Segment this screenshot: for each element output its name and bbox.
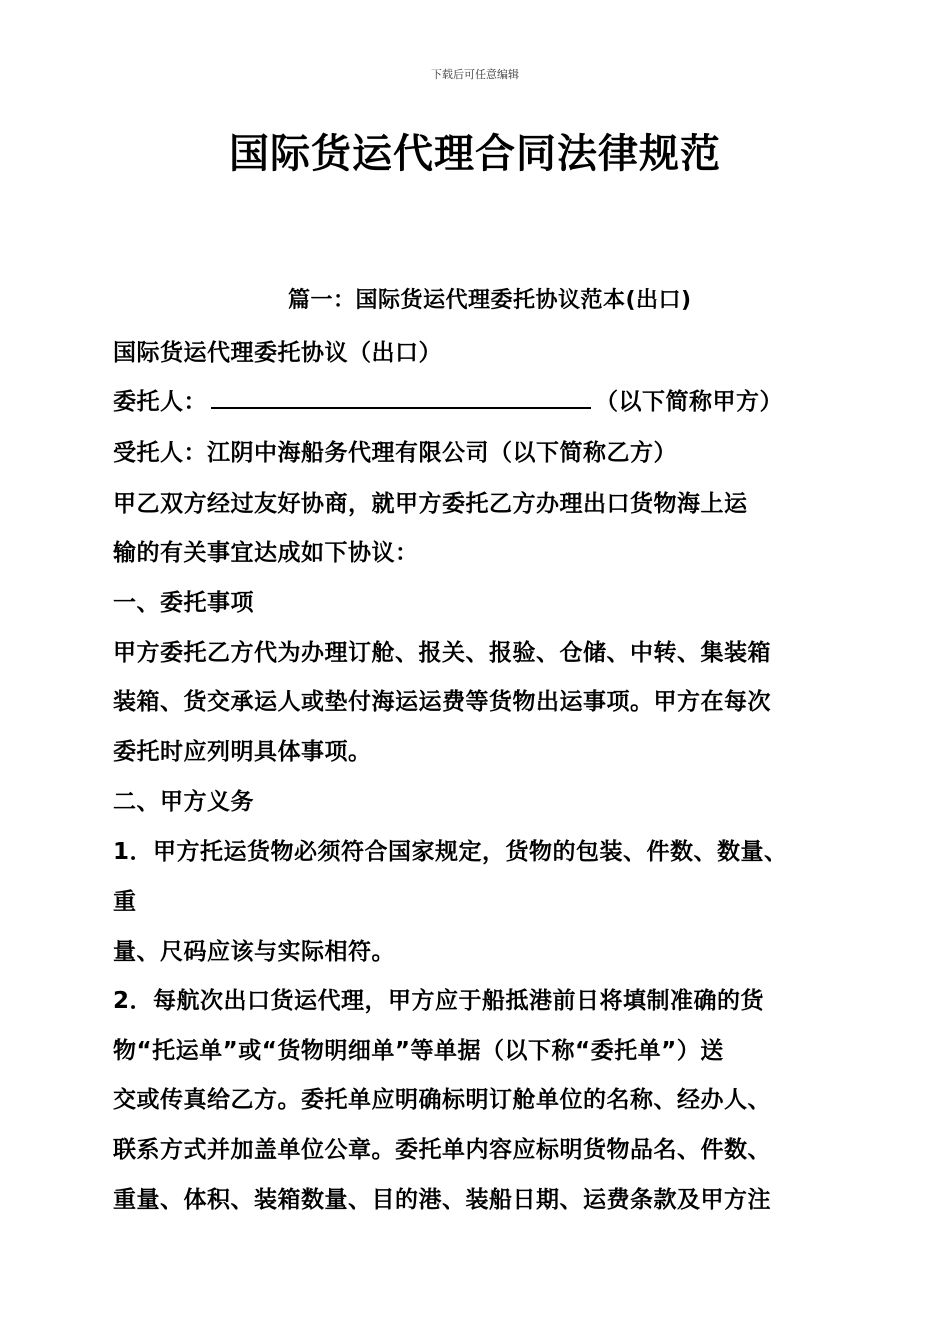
paragraph-line: 装箱、货交承运人或垫付海运运费等货物出运事项。甲方在每次 (113, 689, 771, 715)
paragraph-line: 联系方式并加盖单位公章。委托单内容应标明货物品名、件数、 (113, 1137, 771, 1163)
section-title: 二、甲方义务 (113, 789, 254, 815)
section-heading: 篇一：国际货运代理委托协议范本(出口) (288, 288, 692, 313)
paragraph-line: 输的有关事宜达成如下协议： (113, 540, 419, 566)
paragraph-line: 量、尺码应该与实际相符。 (113, 939, 395, 965)
paragraph-line: 2．每航次出口货运代理，甲方应于船抵港前日将填制准确的货 (113, 988, 765, 1014)
paragraph-line: 交或传真给乙方。委托单应明确标明订舱单位的名称、经办人、 (113, 1087, 771, 1113)
paragraph-line: 1．甲方托运货物必须符合国家规定，货物的包装、件数、数量、 (113, 839, 788, 865)
paragraph-line: 物“托运单”或“货物明细单”等单据（以下称“委托单”）送 (113, 1038, 724, 1064)
subtitle-line: 国际货运代理委托协议（出口） (113, 340, 442, 366)
section-title: 一、委托事项 (113, 590, 254, 616)
document-title: 国际货运代理合同法律规范 (229, 131, 721, 177)
paragraph-line: 甲方委托乙方代为办理订舱、报关、报验、仓储、中转、集装箱 (113, 640, 771, 666)
principal-line (113, 383, 783, 416)
header-note: 下载后可任意编辑 (431, 68, 519, 81)
agent-line: 受托人：江阴中海船务代理有限公司（以下简称乙方） (113, 440, 677, 466)
paragraph-line: 甲乙双方经过友好协商，就甲方委托乙方办理出口货物海上运 (113, 491, 748, 517)
paragraph-line: 重 (113, 889, 137, 915)
paragraph-line: 重量、体积、装箱数量、目的港、装船日期、运费条款及甲方注 (113, 1187, 771, 1213)
principal-label: 委托人： (113, 389, 207, 415)
principal-blank (211, 387, 591, 409)
paragraph-line: 委托时应列明具体事项。 (113, 739, 372, 765)
principal-suffix: （以下简称甲方） (595, 389, 783, 415)
